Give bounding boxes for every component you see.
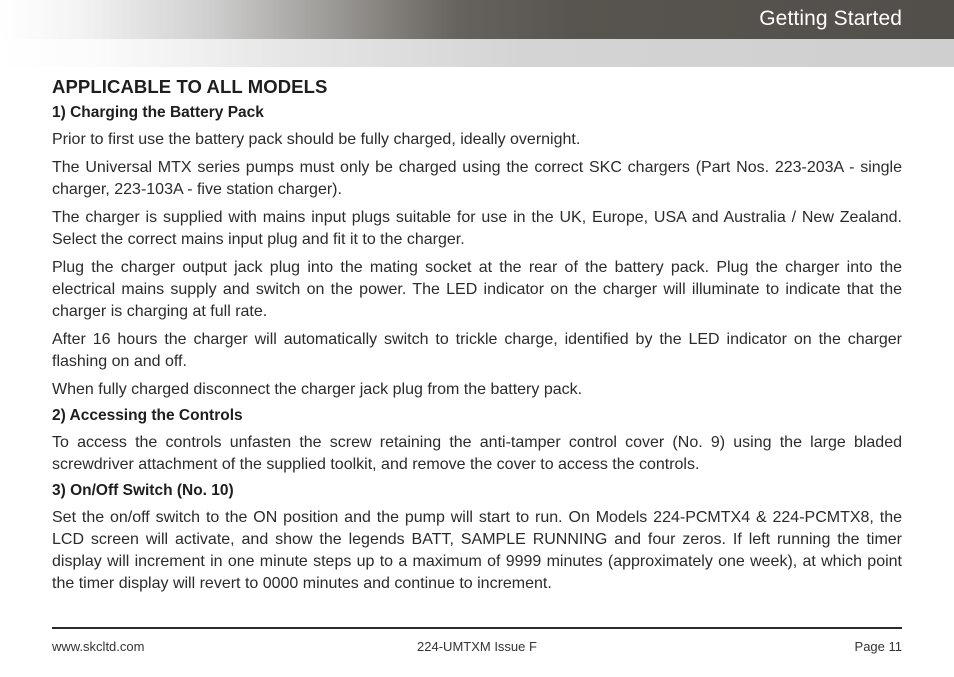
subsection-title-charging: 1) Charging the Battery Pack	[52, 104, 264, 121]
page-header-title: Getting Started	[759, 7, 902, 30]
main-content	[52, 76, 902, 601]
subsection-title-switch: 3) On/Off Switch (No. 10)	[52, 482, 234, 499]
header-bar	[0, 0, 954, 39]
paragraph: Prior to first use the battery pack should be fully charged, ideally overnight.	[52, 131, 581, 148]
paragraph: Plug the charger output jack plug into the mating socket at the rear of the battery pack. Plug the charger into the electrical mains supply and switch on the power. The LED indicator on the charger will illuminate to indicate that the charger is charging at full rate.	[52, 259, 902, 320]
paragraph: The Universal MTX series pumps must only be charged using the correct SKC chargers (Part Nos. 223-203A - single charger, 223-103A - five station charger).	[52, 159, 902, 198]
footer-website: www.skcltd.com	[52, 639, 145, 654]
paragraph: Set the on/off switch to the ON position and the pump will start to run. On Models 224-PCMTX4 & 224-PCMTX8, the LCD screen will activate, and show the legends BATT, SAMPLE RUNNING and four zeros. If left running the timer display will increment in one minute steps up to a maximum of 9999 minutes (approximately one week), at which point the timer display will revert to 0000 minutes and continue to increment.	[52, 509, 902, 592]
paragraph: After 16 hours the charger will automatically switch to trickle charge, identified by the LED indicator on the charger flashing on and off.	[52, 331, 902, 370]
header-stripe	[0, 39, 954, 67]
paragraph: The charger is supplied with mains input plugs suitable for use in the UK, Europe, USA and Australia / New Zealand. Select the correct mains input plug and fit it to the charger.	[52, 209, 902, 248]
footer-divider	[52, 627, 902, 629]
footer-document-id: 224-UMTXM Issue F	[417, 639, 537, 654]
footer-page-number: Page 11	[854, 639, 902, 654]
paragraph: When fully charged disconnect the charger jack plug from the battery pack.	[52, 381, 583, 398]
section-title: APPLICABLE TO ALL MODELS	[52, 76, 328, 97]
paragraph: To access the controls unfasten the screw retaining the anti-tamper control cover (No. 9) using the large bladed screwdriver attachment of the supplied toolkit, and remove the cover to access the controls.	[52, 434, 902, 473]
subsection-title-controls: 2) Accessing the Controls	[52, 407, 243, 424]
